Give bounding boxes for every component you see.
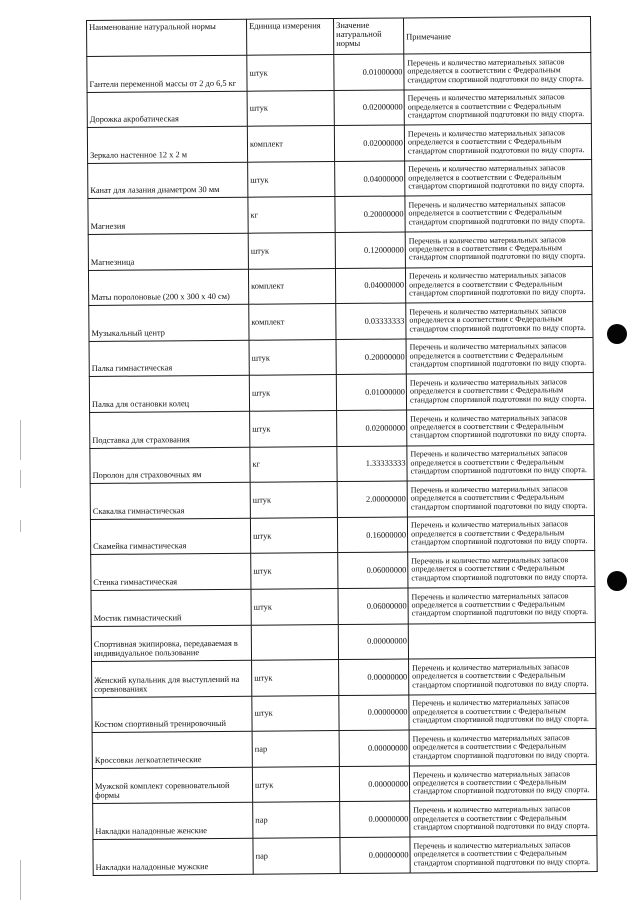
- row-note: Перечень и количество материальных запасов определяется в соответствии с Федеральным стандартом спортивной подготовки по виду спорта.: [404, 88, 591, 125]
- row-name: Накладки наладонные женские: [93, 803, 253, 840]
- row-unit: штук: [252, 660, 339, 696]
- row-value: 0.20000000: [335, 196, 405, 232]
- row-name: Скамейка гимнастическая: [90, 518, 250, 555]
- row-value: 0.00000000: [339, 730, 409, 766]
- row-name: Подставка для страхования: [90, 411, 250, 448]
- row-unit: штук: [250, 410, 337, 446]
- row-value: 0.00000000: [339, 659, 409, 695]
- table-row: [87, 124, 591, 164]
- row-note: Перечень и количество материальных запасов определяется в соответствии с Федеральным стандартом спортивной подготовки по виду спорта.: [405, 159, 592, 196]
- row-note: [408, 622, 595, 659]
- row-value: 0.03333333: [336, 303, 406, 339]
- row-unit: штук: [252, 695, 339, 731]
- natural-norms-table: [86, 16, 598, 876]
- binder-hole: [607, 324, 627, 344]
- row-value: 0.12000000: [335, 232, 405, 268]
- row-value: 0.00000000: [339, 766, 409, 802]
- row-note: Перечень и количество материальных запасов определяется в соответствии с Федеральным стандартом спортивной подготовки по виду спорта.: [407, 408, 594, 445]
- row-unit: кг: [248, 197, 335, 233]
- row-value: 0.00000000: [340, 837, 410, 873]
- row-note: Перечень и количество материальных запасов определяется в соответствии с Федеральным стандартом спортивной подготовки по виду спорта.: [405, 230, 592, 267]
- table-row: [88, 159, 592, 199]
- table-body: [87, 53, 597, 876]
- row-value: 0.01000000: [334, 54, 404, 90]
- row-name: Магнезница: [88, 233, 248, 270]
- row-note: Перечень и количество материальных запасов определяется в соответствии с Федеральным стандартом спортивной подготовки по виду спорта.: [408, 551, 595, 588]
- row-name: Поролон для страховочных ям: [90, 447, 250, 484]
- scan-edge-mark: [20, 420, 21, 460]
- row-value: 0.02000000: [334, 90, 404, 126]
- row-unit: штук: [247, 55, 334, 91]
- row-name: Палка гимнастическая: [89, 340, 249, 377]
- header-note: Примечание: [403, 17, 590, 54]
- row-name: Стенка гимнастическая: [91, 554, 251, 591]
- row-note: Перечень и количество материальных запасов определяется в соответствии с Федеральным стандартом спортивной подготовки по виду спорта.: [409, 658, 596, 695]
- row-unit: штук: [250, 482, 337, 518]
- row-value: 1.33333333: [337, 446, 407, 482]
- row-note: Перечень и количество материальных запасов определяется в соответствии с Федеральным стандартом спортивной подготовки по виду спорта.: [405, 195, 592, 232]
- row-name: Костюм спортивный тренировочный: [92, 696, 252, 733]
- row-note: Перечень и количество материальных запасов определяется в соответствии с Федеральным стандартом спортивной подготовки по виду спорта.: [406, 337, 593, 374]
- row-unit: штук: [248, 233, 335, 269]
- row-value: 0.20000000: [336, 339, 406, 375]
- row-value: 0.06000000: [338, 552, 408, 588]
- row-note: Перечень и количество материальных запасов определяется в соответствии с Федеральным стандартом спортивной подготовки по виду спорта.: [409, 764, 596, 801]
- row-note: Перечень и количество материальных запасов определяется в соответствии с Федеральным стандартом спортивной подготовки по виду спорта.: [404, 53, 591, 90]
- row-name: Скакалка гимнастическая: [90, 482, 250, 519]
- row-value: 0.04000000: [335, 268, 405, 304]
- table-row: [92, 658, 596, 698]
- row-note: Перечень и количество материальных запасов определяется в соответствии с Федеральным стандартом спортивной подготовки по виду спорта.: [409, 729, 596, 766]
- row-note: Перечень и количество материальных запасов определяется в соответствии с Федеральным стандартом спортивной подготовки по виду спорта.: [405, 266, 592, 303]
- row-unit: комплект: [248, 268, 335, 304]
- row-unit: штук: [251, 588, 338, 624]
- table-row: [89, 337, 593, 377]
- row-unit: штук: [250, 517, 337, 553]
- row-name: Маты поролоновые (200 х 300 х 40 см): [88, 269, 248, 306]
- scan-edge-mark: [20, 860, 21, 900]
- row-note: Перечень и количество материальных запасов определяется в соответствии с Федеральным стандартом спортивной подготовки по виду спорта.: [410, 836, 597, 873]
- table-row: [88, 195, 592, 235]
- row-unit: штук: [248, 161, 335, 197]
- row-note: Перечень и количество материальных запасов определяется в соответствии с Федеральным стандартом спортивной подготовки по виду спорта.: [409, 693, 596, 730]
- table-row: [93, 836, 597, 876]
- scan-edge-mark: [20, 520, 21, 532]
- table-row: [88, 230, 592, 270]
- row-value: 0.00000000: [338, 623, 408, 659]
- row-value: 0.01000000: [336, 374, 406, 410]
- row-name: Кроссовки легкоатлетические: [92, 731, 252, 768]
- table-row: [90, 408, 594, 448]
- row-unit: штук: [249, 339, 336, 375]
- row-unit: штук: [252, 766, 339, 802]
- row-unit: пар: [253, 838, 340, 874]
- row-note: Перечень и количество материальных запасов определяется в соответствии с Федеральным стандартом спортивной подготовки по виду спорта.: [408, 586, 595, 623]
- row-unit: штук: [249, 375, 336, 411]
- table-row: [92, 729, 596, 769]
- row-value: 0.00000000: [340, 801, 410, 837]
- row-name: Канат для лазания диаметром 30 мм: [88, 162, 248, 199]
- table-row: [87, 88, 591, 128]
- row-value: 0.16000000: [337, 517, 407, 553]
- binder-hole: [607, 571, 627, 591]
- scan-edge-mark: [20, 470, 21, 488]
- header-name: Наименование натуральной нормы: [87, 19, 247, 56]
- row-unit: кг: [250, 446, 337, 482]
- row-value: 0.04000000: [335, 161, 405, 197]
- table-header-row: [87, 17, 591, 57]
- row-name: Магнезия: [88, 198, 248, 235]
- row-note: Перечень и количество материальных запасов определяется в соответствии с Федеральным стандартом спортивной подготовки по виду спорта.: [406, 302, 593, 339]
- table-row: [92, 693, 596, 733]
- row-name: Зеркало настенное 12 х 2 м: [87, 126, 247, 163]
- row-name: Мостик гимнастический: [91, 589, 251, 626]
- row-value: 2.00000000: [337, 481, 407, 517]
- row-value: 0.00000000: [339, 695, 409, 731]
- row-unit: комплект: [247, 126, 334, 162]
- row-unit: пар: [253, 802, 340, 838]
- row-note: Перечень и количество материальных запасов определяется в соответствии с Федеральным стандартом спортивной подготовки по виду спорта.: [406, 373, 593, 410]
- table-row: [89, 302, 593, 342]
- header-unit: Единица измерения: [246, 19, 333, 56]
- row-value: 0.02000000: [337, 410, 407, 446]
- row-value: 0.06000000: [338, 588, 408, 624]
- table-row: [90, 444, 594, 484]
- row-name: Женский купальник для выступлений на соревнованиях: [92, 660, 252, 697]
- table-row: [89, 373, 593, 413]
- row-name: Накладки наладонные мужские: [93, 838, 253, 875]
- table-row: [91, 551, 595, 591]
- row-unit: штук: [251, 553, 338, 589]
- table-row: [91, 622, 595, 662]
- row-name: Мужской комплект соревновательной формы: [92, 767, 252, 804]
- row-note: Перечень и количество материальных запасов определяется в соответствии с Федеральным стандартом спортивной подготовки по виду спорта.: [407, 480, 594, 517]
- row-unit: комплект: [249, 304, 336, 340]
- row-note: Перечень и количество материальных запасов определяется в соответствии с Федеральным стандартом спортивной подготовки по виду спорта.: [407, 444, 594, 481]
- row-name: Палка для остановки колец: [89, 376, 249, 413]
- table-row: [92, 764, 596, 804]
- header-value: Значение натуральной нормы: [333, 18, 403, 55]
- row-note: Перечень и количество материальных запасов определяется в соответствии с Федеральным стандартом спортивной подготовки по виду спорта.: [407, 515, 594, 552]
- row-name: Музыкальный центр: [89, 304, 249, 341]
- table-row: [90, 515, 594, 555]
- table-row: [90, 480, 594, 520]
- row-name: Спортивная экипировка, передаваемая в индивидуальное пользование: [91, 625, 251, 662]
- table-row: [88, 266, 592, 306]
- row-unit: пар: [252, 731, 339, 767]
- row-unit: штук: [247, 90, 334, 126]
- row-unit: [251, 624, 338, 660]
- row-value: 0.02000000: [334, 125, 404, 161]
- table-row: [93, 800, 597, 840]
- table-row: [87, 53, 591, 93]
- row-name: Гантели переменной массы от 2 до 6,5 кг: [87, 55, 247, 92]
- row-note: Перечень и количество материальных запасов определяется в соответствии с Федеральным стандартом спортивной подготовки по виду спорта.: [404, 124, 591, 161]
- row-note: Перечень и количество материальных запасов определяется в соответствии с Федеральным стандартом спортивной подготовки по виду спорта.: [410, 800, 597, 837]
- table-row: [91, 586, 595, 626]
- row-name: Дорожка акробатическая: [87, 91, 247, 128]
